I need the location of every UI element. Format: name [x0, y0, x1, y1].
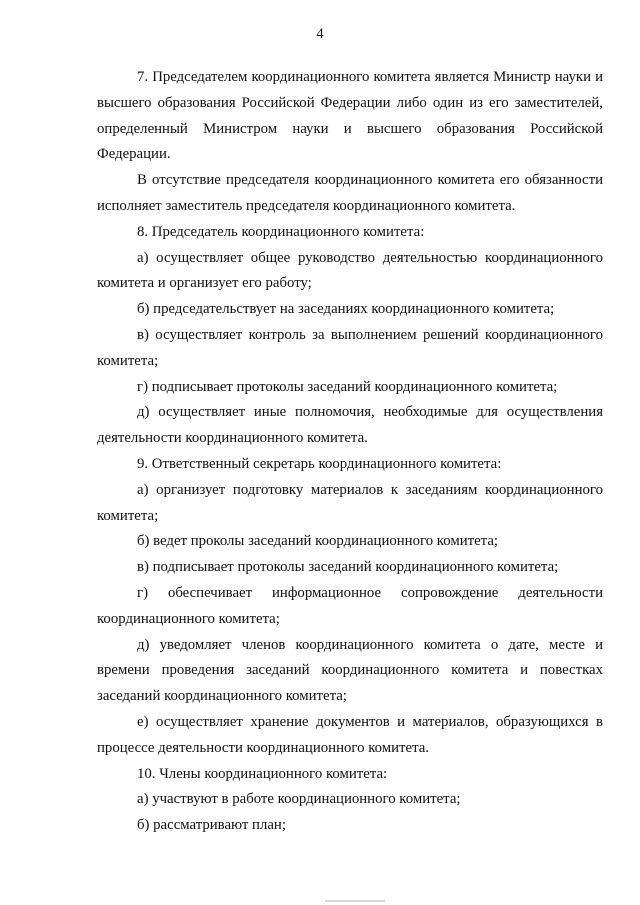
- paragraph-10-members: 10. Члены координационного комитета:: [137, 765, 388, 782]
- list-item-8b: б) председательствует на заседаниях координационного комитета;: [137, 301, 555, 318]
- list-item-9f: е) осуществляет хранение документов и материалов, образующихся в процессе деятельности координационного комитета.: [97, 713, 603, 756]
- paragraph-9-secretary-duties: 9. Ответственный секретарь координационного комитета:: [137, 455, 502, 472]
- paragraph-8-chairman-duties: 8. Председатель координационного комитета:: [137, 223, 425, 240]
- document-body: [97, 65, 603, 839]
- list-item-9a: а) организует подготовку материалов к заседаниям координационного комитета;: [97, 481, 603, 524]
- list-item-9d: г) обеспечивает информационное сопровождение деятельности координационного комитета;: [97, 584, 603, 627]
- list-item-8d: г) подписывает протоколы заседаний координационного комитета;: [137, 378, 558, 395]
- list-item-9e: д) уведомляет членов координационного комитета о дате, месте и времени проведения заседаний координационного комитета и повестках заседаний координационного комитета;: [97, 636, 603, 705]
- page-number: 4: [316, 26, 324, 42]
- paragraph-7-chairman: 7. Председателем координационного комитета является Министр науки и высшего образования Российской Федерации либо один из его заместителей, определенный Министром науки и высшего образования Российской Федерации.: [97, 69, 603, 163]
- list-item-10b: б) рассматривают план;: [137, 817, 286, 834]
- list-item-9c: в) подписывает протоколы заседаний координационного комитета;: [137, 559, 559, 576]
- paragraph-chairman-absence: В отсутствие председателя координационного комитета его обязанности исполняет заместитель председателя координационного комитета.: [97, 172, 603, 214]
- list-item-8a: а) осуществляет общее руководство деятельностью координационного комитета и организует его работу;: [97, 249, 603, 292]
- list-item-10a: а) участвуют в работе координационного комитета;: [137, 791, 461, 808]
- list-item-8e: д) осуществляет иные полномочия, необходимые для осуществления деятельности координационного комитета.: [97, 404, 603, 447]
- list-item-8c: в) осуществляет контроль за выполнением решений координационного комитета;: [97, 326, 603, 369]
- scan-artifact: [325, 900, 385, 902]
- list-item-9b: б) ведет проколы заседаний координационного комитета;: [137, 533, 498, 550]
